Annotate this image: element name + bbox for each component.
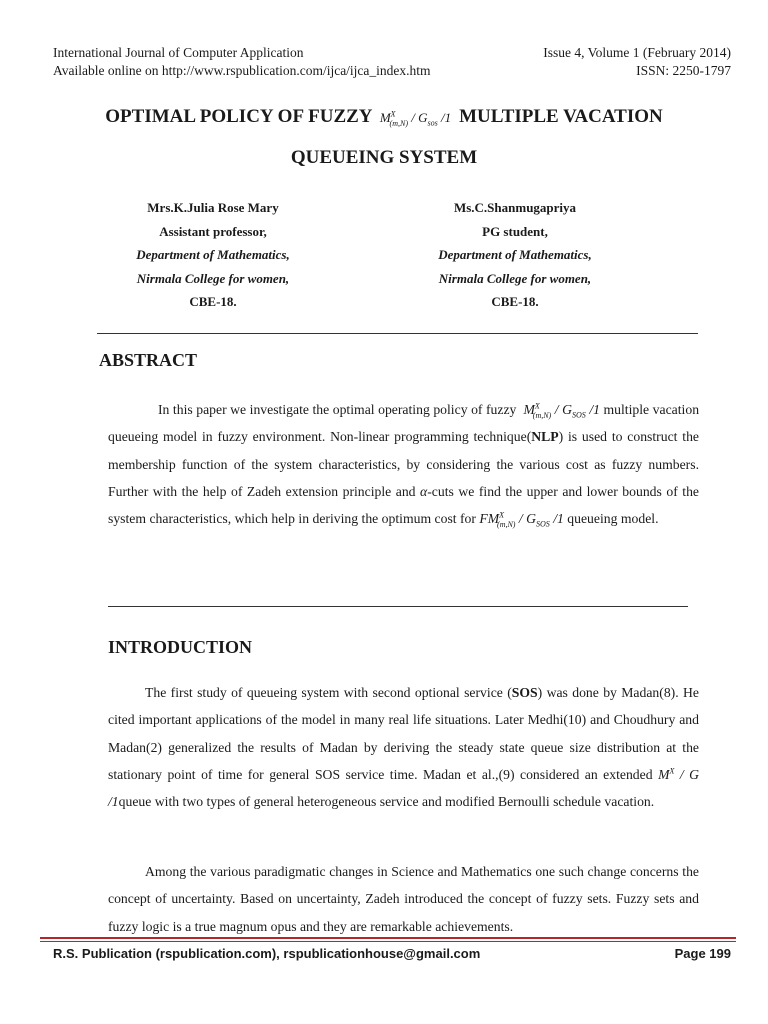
introduction-paragraph-2 [108, 858, 699, 940]
author-role: PG student, [482, 223, 548, 239]
issn: ISSN: 2250-1797 [636, 63, 731, 78]
author-college: Nirmala College for women, [438, 270, 592, 286]
abstract-text-5: queueing model. [563, 511, 659, 527]
footer-rule-thin [40, 941, 736, 942]
issue-info: Issue 4, Volume 1 (February 2014) [543, 45, 731, 60]
title-formula: $M^X_{(m,N)} / G_{sos}$ /1 [376, 109, 455, 128]
footer-publisher: R.S. Publication (rspublication.com), rspublicationhouse@gmail.com [53, 946, 481, 961]
author-college: Nirmala College for women, [136, 270, 290, 286]
intro-text-2: ) was done by Madan(8). He cited important applications of the model in many real life situations. Later Medhi(10) and Choudhury and Madan(2) generalized the results of Madan by deriving the steady state queue size distribution at the stationary point of time for general SOS service time. Madan et al.,(9) considered an extended [108, 685, 699, 782]
intro-text-4: Among the various paradigmatic changes in Science and Mathematics one such change concerns the concept of uncertainty. Based on uncertainty, Zadeh introduced the concept of fuzzy sets. Fuzzy sets and fuzzy logic is a true magnum opus and they are remarkable achievements. [108, 864, 699, 934]
introduction-heading: INTRODUCTION [108, 637, 253, 657]
author-block-1 [108, 196, 318, 314]
introduction-paragraph-1 [108, 679, 699, 815]
author-city: CBE-18. [491, 294, 539, 309]
author-role: Assistant professor, [159, 223, 267, 239]
abstract-formula-2: $FM^X_{(m,N)} / G_{SOS}$ /1 [479, 510, 564, 529]
author-name: Mrs.K.Julia Rose Mary [147, 200, 279, 215]
paper-title-line2: QUEUEING SYSTEM [290, 147, 478, 168]
abstract-body [108, 396, 699, 532]
abstract-text-3: ) is used to construct the membership function of the system characteristics, by considering the various cost as fuzzy numbers. Further with the help of Zadeh extension principle and [108, 429, 699, 499]
abstract-heading: ABSTRACT [99, 350, 198, 370]
abstract-text-4: -cuts we find the upper and lower bounds of the system characteristics, which help in deriving the optimum cost for [108, 483, 699, 527]
title-part2: MULTIPLE VACATION [459, 106, 663, 127]
alpha-symbol: α [420, 483, 428, 499]
intro-text-3: queue with two types of general heterogeneous service and modified Bernoulli schedule vacation. [118, 794, 655, 810]
page-number: Page 199 [674, 946, 731, 961]
paper-title-line1 [0, 106, 768, 128]
running-header-left [53, 44, 431, 80]
abstract-formula-1: $M^X_{(m,N)} / G_{SOS}$ /1 [519, 401, 600, 420]
abstract-text-2: multiple vacation queueing model in fuzzy environment. Non-linear programming technique( [108, 402, 700, 445]
divider-top [97, 333, 698, 334]
intro-text-1: The first study of queueing system with second optional service ( [145, 685, 512, 700]
author-dept: Department of Mathematics, [136, 247, 290, 262]
abstract-text-1: In this paper we investigate the optimal operating policy of fuzzy [158, 402, 517, 417]
author-block-2 [410, 196, 620, 314]
title-part1: OPTIMAL POLICY OF FUZZY [105, 106, 372, 127]
running-header-right [543, 44, 731, 80]
journal-name: International Journal of Computer Application [53, 45, 304, 60]
divider-middle [108, 606, 688, 607]
abstract-nlp: NLP [531, 429, 559, 445]
intro-sos: SOS [511, 685, 538, 700]
author-dept: Department of Mathematics, [438, 247, 592, 262]
author-city: CBE-18. [189, 294, 237, 309]
intro-formula: $M^X$ / G /1 [108, 766, 700, 810]
footer-rule-thick [40, 937, 736, 939]
author-name: Ms.C.Shanmugapriya [453, 200, 577, 215]
availability-url[interactable]: Available online on http://www.rspublication.com/ijca/ijca_index.htm [53, 63, 431, 78]
